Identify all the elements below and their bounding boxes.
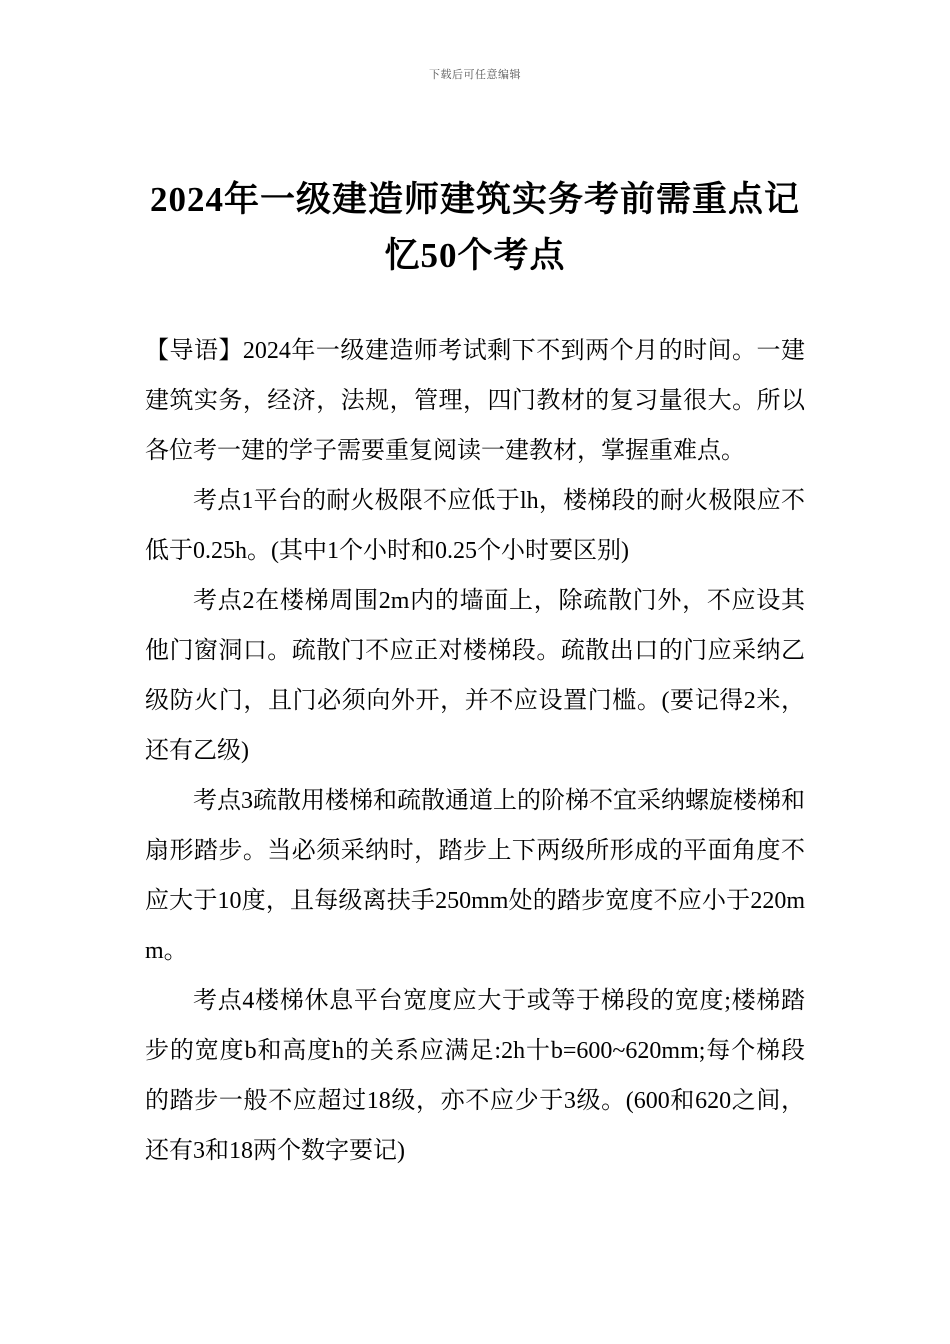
document-title: 2024年一级建造师建筑实务考前需重点记忆50个考点 (149, 180, 800, 275)
document-body (145, 326, 805, 1176)
header-note: 下载后可任意编辑 (429, 69, 521, 81)
intro-paragraph: 【导语】2024年一级建造师考试剩下不到两个月的时间。一建建筑实务，经济，法规，管理，四门教材的复习量很大。所以各位考一建的学子需要重复阅读一建教材，掌握重难点。 (145, 338, 805, 464)
point-1-paragraph: 考点1平台的耐火极限不应低于lh，楼梯段的耐火极限应不低于0.25h。(其中1个小时和0.25个小时要区别) (145, 488, 805, 564)
point-2-paragraph: 考点2在楼梯周围2m内的墙面上，除疏散门外，不应设其他门窗洞口。疏散门不应正对楼梯段。疏散出口的门应采纳乙级防火门，且门必须向外开，并不应设置门槛。(要记得2米，还有乙级) (145, 588, 805, 764)
point-3-paragraph: 考点3疏散用楼梯和疏散通道上的阶梯不宜采纳螺旋楼梯和扇形踏步。当必须采纳时，踏步上下两级所形成的平面角度不应大于10度，且每级离扶手250mm处的踏步宽度不应小于220mm。 (145, 788, 805, 964)
point-4-paragraph: 考点4楼梯休息平台宽度应大于或等于梯段的宽度;楼梯踏步的宽度b和高度h的关系应满足:2h十b=600~620mm;每个梯段的踏步一般不应超过18级，亦不应少于3级。(600和620之间，还有3和18两个数字要记) (145, 988, 805, 1164)
